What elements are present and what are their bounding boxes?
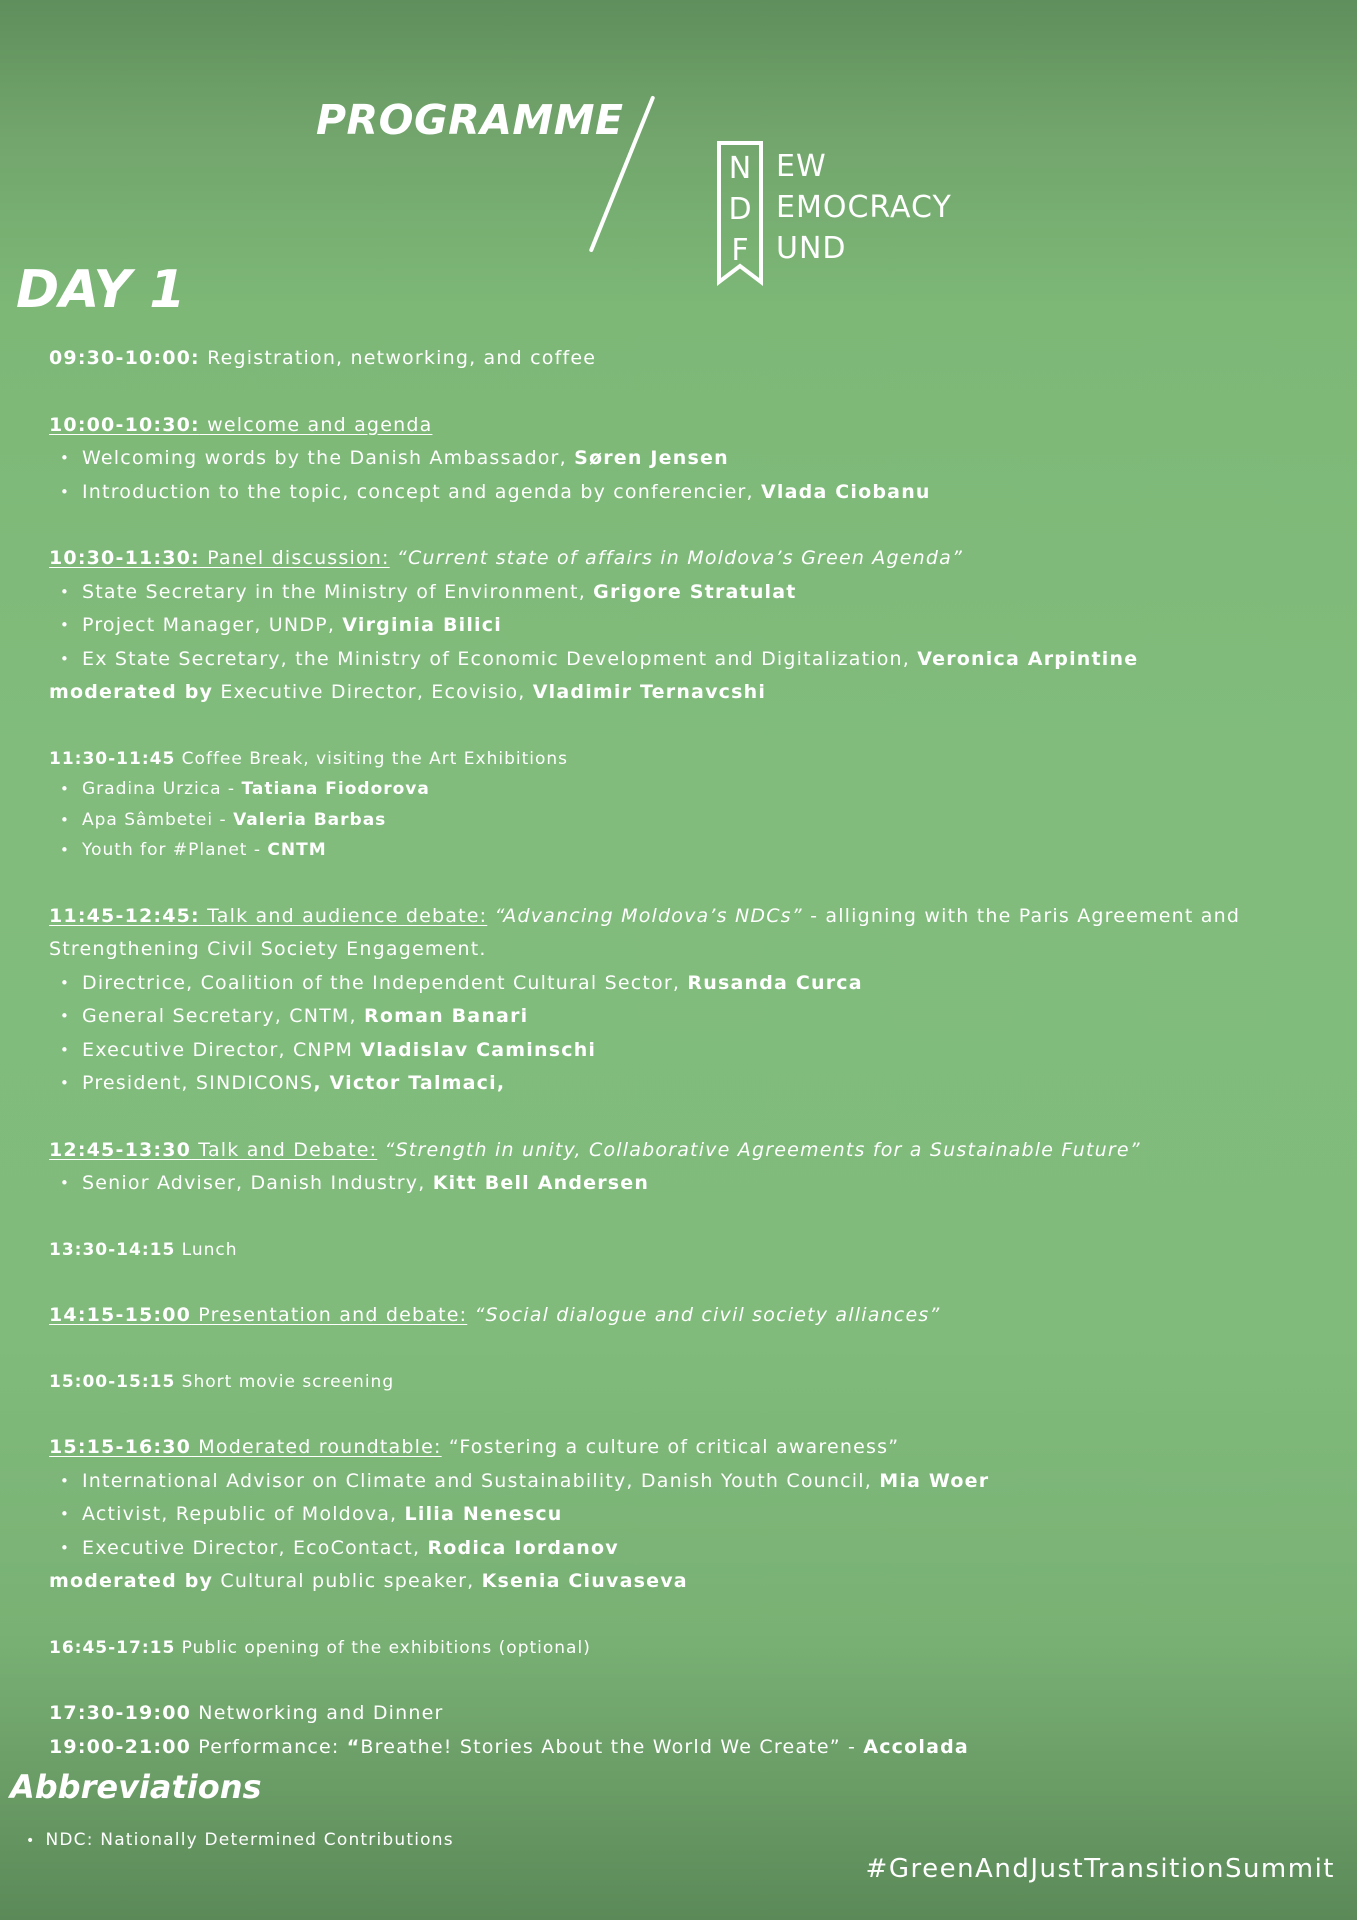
moderator-name: Vladimir Ternavcshi [532, 681, 767, 703]
session-time: 13:30-14:15 [49, 1239, 176, 1260]
session-lunch [49, 1235, 1339, 1266]
list-item: • Youth for #Planet - CNTM [49, 835, 1339, 866]
logo-banner-icon [716, 140, 764, 290]
speaker-name: Kitt Bell Andersen [432, 1172, 650, 1194]
list-item: • Introduction to the topic, concept and agenda by conferencier, Vlada Ciobanu [49, 476, 1339, 510]
artist-name: CNTM [267, 840, 327, 860]
session-text: Short movie screening [175, 1371, 395, 1392]
artist-name: Valeria Barbas [233, 809, 387, 830]
speaker-name: Lilia Nenescu [404, 1503, 563, 1525]
session-quote: “Strength in unity, Collaborative Agreements for a Sustainable Future” [377, 1138, 1141, 1161]
list-item: • President, SINDICONS, Victor Talmaci, [49, 1067, 1339, 1101]
list-item: • Activist, Republic of Moldova, Lilia Nenescu [49, 1498, 1339, 1532]
schedule [49, 342, 1339, 1764]
speaker-name: Rusanda Curca [687, 971, 863, 994]
list-item: • State Secretary in the Ministry of Environment, Grigore Stratulat [49, 576, 1339, 610]
session-roundtable: 15:15-16:30 Moderated roundtable: “Fostering a culture of critical awareness” [49, 1436, 900, 1458]
list-item: • General Secretary, CNTM, Roman Banari [49, 1000, 1339, 1034]
day-title: DAY 1 [16, 260, 186, 320]
session-title: welcome and agenda [199, 413, 433, 436]
session-text: Networking and Dinner [191, 1702, 444, 1724]
session-time: 12:45-13:30 [49, 1138, 192, 1161]
speaker-name: , Victor Talmaci, [313, 1072, 506, 1094]
speaker-name: Søren Jensen [574, 447, 729, 469]
session-time: 11:30-11:45 [49, 748, 176, 769]
speaker-name: Roman Banari [363, 1005, 529, 1027]
session-time: 16:45-17:15 [49, 1637, 176, 1658]
session-time: 11:45-12:45: [49, 904, 200, 927]
session-movie [49, 1367, 1339, 1398]
performer-name: Accolada [863, 1735, 969, 1758]
session-title: Presentation and debate: [191, 1304, 468, 1326]
moderator-line: moderated by Cultural public speaker, Ksenia Ciuvaseva [49, 1570, 688, 1592]
abbreviation-item: • NDC: Nationally Determined Contributions [26, 1830, 454, 1850]
session-title: Talk and audience debate: [199, 904, 488, 927]
session-dinner [49, 1697, 1339, 1731]
speaker-name: Mia Woer [879, 1469, 990, 1492]
speaker-name: Rodica Iordanov [427, 1536, 619, 1559]
session-time: 10:30-11:30: [49, 547, 200, 569]
speaker-name: Grigore Stratulat [593, 580, 797, 603]
programme-heading: PROGRAMME [316, 96, 624, 144]
list-item: • Apa Sâmbetei - Valeria Barbas [49, 805, 1339, 836]
logo-word-emocracy: EMOCRACY [776, 190, 952, 225]
list-item: • Gradina Urzica - Tatiana Fiodorova [49, 774, 1339, 805]
moderator-line: moderated by Executive Director, Ecovisio, Vladimir Ternavcshi [49, 681, 767, 703]
logo-word-und: UND [776, 231, 847, 266]
session-presentation [49, 1299, 1339, 1333]
session-exhibitions [49, 1633, 1339, 1664]
speaker-name: Vlada Ciobanu [761, 480, 931, 503]
session-text: Coffee Break, visiting the Art Exhibitions [175, 748, 569, 769]
list-item: • Senior Adviser, Danish Industry, Kitt Bell Andersen [49, 1167, 1339, 1201]
session-text: Registration, networking, and coffee [199, 347, 597, 369]
list-item: • Ex State Secretary, the Ministry of Economic Development and Digitalization, Veronica Arpintine [49, 643, 1339, 677]
list-item: • Executive Director, CNPM Vladislav Caminschi [49, 1034, 1339, 1068]
speaker-name: Veronica Arpintine [917, 647, 1139, 670]
session-time: 15:00-15:15 [49, 1371, 176, 1392]
session-time: 19:00-21:00 [49, 1735, 192, 1758]
list-item: • Project Manager, UNDP, Virginia Bilici [49, 609, 1339, 643]
session-panel [49, 542, 1339, 576]
session-quote: “Current state of affairs in Moldova’s Green Agenda” [389, 547, 964, 569]
session-registration [49, 342, 1339, 376]
session-coffee-break [49, 744, 1339, 775]
session-time: 17:30-19:00 [49, 1702, 192, 1724]
list-item: • Directrice, Coalition of the Independent Cultural Sector, Rusanda Curca [49, 967, 1339, 1001]
list-item: • Executive Director, EcoContact, Rodica Iordanov [49, 1532, 1339, 1566]
session-title: Talk and Debate: [191, 1138, 378, 1161]
abbreviations-title: Abbreviations [10, 1768, 262, 1806]
list-item: • International Advisor on Climate and Sustainability, Danish Youth Council, Mia Woer [49, 1465, 1339, 1499]
session-time: 14:15-15:00 [49, 1304, 192, 1326]
session-welcome [49, 409, 1339, 443]
session-quote: “Social dialogue and civil society alliances” [467, 1304, 941, 1326]
hashtag: #GreenAndJustTransitionSummit [865, 1854, 1335, 1884]
session-quote: “Advancing Moldova’s NDCs” [487, 904, 803, 927]
session-text: Lunch [175, 1239, 238, 1260]
artist-name: Tatiana Fiodorova [241, 779, 430, 799]
session-time: 09:30-10:00: [49, 347, 200, 369]
logo-letter-d: D [728, 192, 752, 227]
session-continuation: Strengthening Civil Society Engagement. [49, 938, 487, 960]
logo-words [776, 146, 952, 269]
session-talk-ndcs: 11:45-12:45: Talk and audience debate: “Advancing Moldova’s NDCs” - alligning with the Paris Agreement and [49, 904, 1241, 927]
logo-letter-f: F [731, 233, 749, 268]
speaker-name: Vladislav Caminschi [360, 1038, 597, 1061]
list-item: • Welcoming words by the Danish Ambassador, Søren Jensen [49, 442, 1339, 476]
logo-word-ew: EW [776, 149, 827, 184]
session-title: Panel discussion: [199, 547, 390, 569]
session-performance: 19:00-21:00 Performance: “Breathe! Stories About the World We Create” - Accolada [49, 1735, 969, 1758]
moderator-name: Ksenia Ciuvaseva [481, 1570, 688, 1592]
speaker-name: Virginia Bilici [342, 614, 502, 636]
session-text: Public opening of the exhibitions (optional) [175, 1637, 591, 1658]
session-title: Moderated roundtable: [191, 1436, 442, 1458]
session-time: 15:15-16:30 [49, 1436, 192, 1458]
logo-letter-n: N [728, 151, 752, 186]
ndf-logo [716, 140, 976, 290]
session-strength-unity [49, 1134, 1339, 1168]
session-time: 10:00-10:30: [49, 413, 200, 436]
